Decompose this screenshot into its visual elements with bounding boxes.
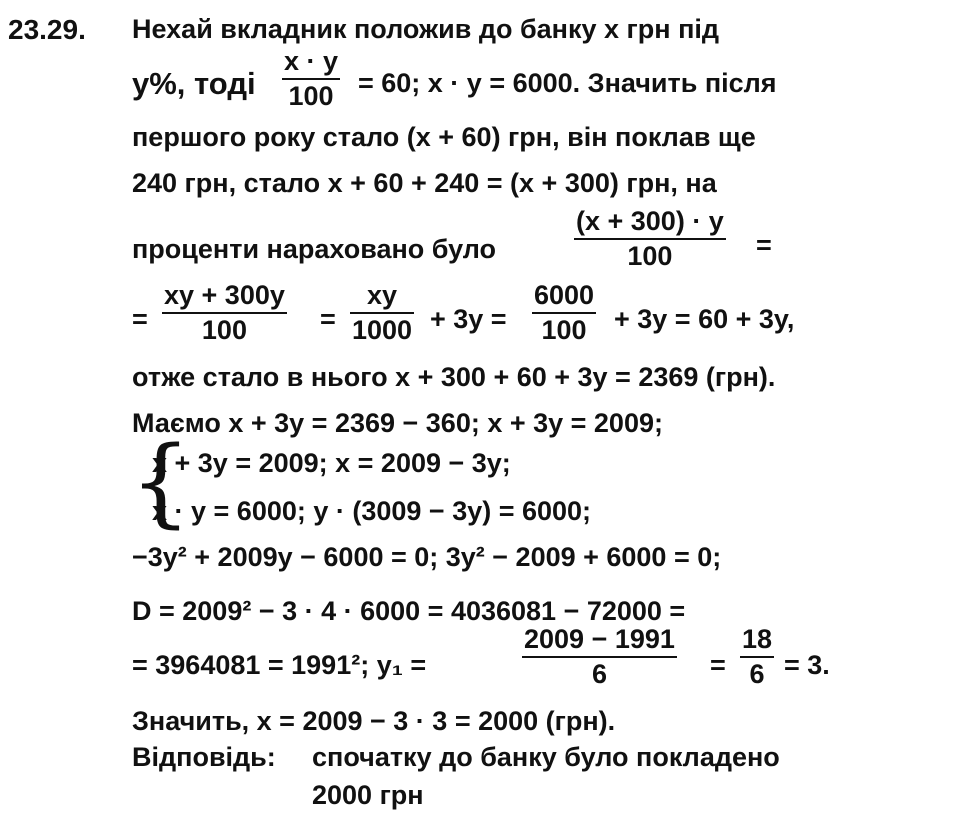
line-8: Маємо x + 3y = 2369 − 360; x + 3y = 2009; <box>132 408 663 438</box>
fraction-bar <box>282 78 340 80</box>
line-13-eq: = <box>710 650 726 680</box>
fraction-bar <box>532 312 596 314</box>
fraction-numerator: (x + 300) · y <box>576 206 724 236</box>
line-2-start: y%, тоді <box>132 66 256 101</box>
line-7: отже стало в нього x + 300 + 60 + 3y = 2369 (грн). <box>132 362 776 392</box>
fraction-denominator: 100 <box>288 81 334 111</box>
fraction-numerator: 2009 − 1991 <box>524 624 675 654</box>
fraction-denominator: 100 <box>541 315 587 345</box>
line-11: −3y² + 2009y − 6000 = 0; 3y² − 2009 + 6000 = 0; <box>132 542 722 572</box>
fraction-numerator: 18 <box>742 624 773 654</box>
fraction-18-over-6 <box>740 626 774 688</box>
fraction-numerator: 6000 <box>534 280 595 310</box>
line-4: 240 грн, стало x + 60 + 240 = (x + 300) грн, на <box>132 168 717 198</box>
line-6-mid: + 3y = <box>430 304 507 334</box>
fraction-x300y-over-100 <box>574 208 726 270</box>
system-brace: { <box>130 426 192 538</box>
line-3: першого року стало (x + 60) грн, він поклав ще <box>132 122 756 152</box>
fraction-numerator: xy + 300y <box>164 280 285 310</box>
fraction-bar <box>740 656 774 658</box>
fraction-numerator: x · y <box>284 46 339 76</box>
fraction-denominator: 100 <box>201 315 247 345</box>
fraction-xy300y-over-100 <box>162 282 287 344</box>
fraction-xy-over-100 <box>282 48 340 110</box>
fraction-bar <box>574 238 726 240</box>
line-1: Нехай вкладник положив до банку x грн під <box>132 14 720 44</box>
problem-number: 23.29. <box>8 14 86 45</box>
line-2-end: = 60; x · y = 6000. Значить після <box>358 68 777 98</box>
line-12: D = 2009² − 3 · 4 · 6000 = 4036081 − 72000 = <box>132 596 686 626</box>
system-row-1: x + 3y = 2009; x = 2009 − 3y; <box>152 448 511 478</box>
fraction-numerator: xy <box>367 280 398 310</box>
fraction-xy-over-1000 <box>350 282 414 344</box>
fraction-denominator: 6 <box>591 659 607 689</box>
line-13-end: = 3. <box>784 650 830 680</box>
answer-text-2: 2000 грн <box>312 780 424 810</box>
fraction-denominator: 6 <box>749 659 765 689</box>
line-6-end: + 3y = 60 + 3y, <box>614 304 795 334</box>
answer-label: Відповідь: <box>132 742 276 772</box>
line-14: Значить, x = 2009 − 3 · 3 = 2000 (грн). <box>132 706 616 736</box>
line-13-start: = 3964081 = 1991²; y₁ = <box>132 650 427 680</box>
line-5-end: = <box>756 230 772 260</box>
system-row-2: x · y = 6000; y · (3009 − 3y) = 6000; <box>152 496 592 526</box>
line-6-eq: = <box>132 304 148 334</box>
fraction-2009-1991-over-6 <box>522 626 677 688</box>
fraction-bar <box>350 312 414 314</box>
line-5-start: проценти нараховано було <box>132 234 497 264</box>
fraction-6000-over-100 <box>532 282 596 344</box>
fraction-denominator: 100 <box>627 241 673 271</box>
fraction-denominator: 1000 <box>352 315 413 345</box>
line-6-eq2: = <box>320 304 336 334</box>
answer-text: спочатку до банку було покладено <box>312 742 780 772</box>
fraction-bar <box>522 656 677 658</box>
fraction-bar <box>162 312 287 314</box>
